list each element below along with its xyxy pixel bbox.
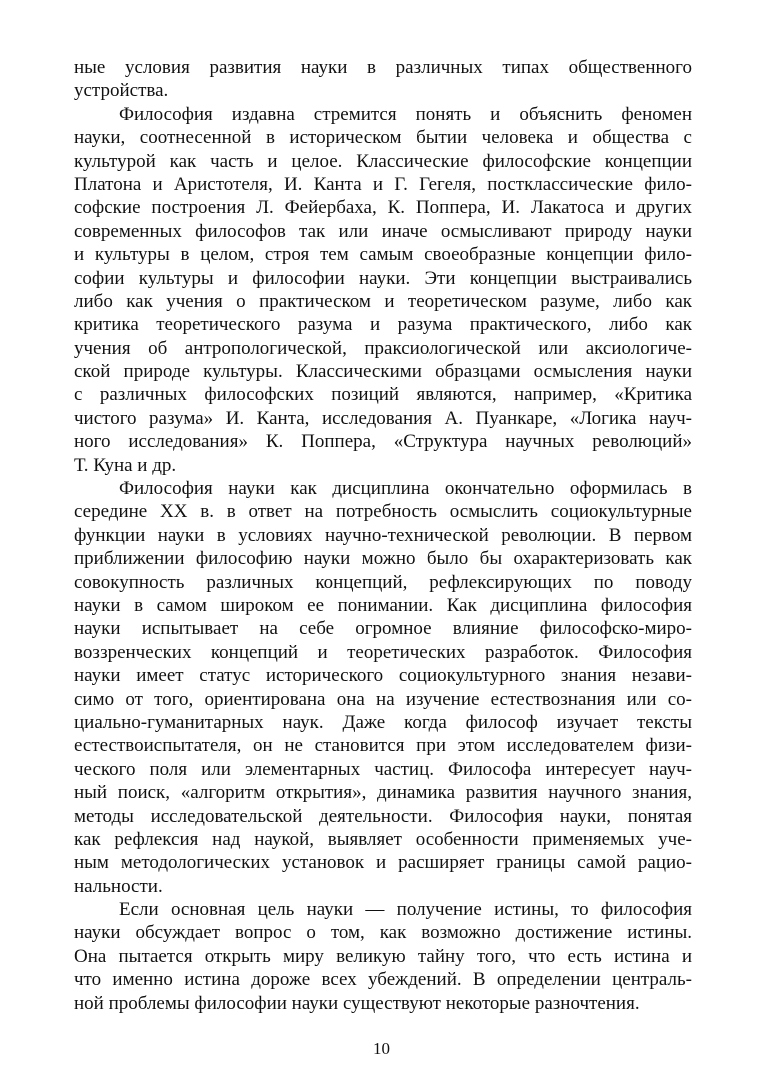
text-line: науки, соотнесенной в историческом бытии человека и общества с	[74, 127, 692, 149]
text-line: естествоиспытателя, он не становится при этом исследователем физи-	[74, 735, 692, 757]
text-line: культурой как часть и целое. Классические философские концепции	[74, 150, 692, 172]
text-line: Т. Куна и др.	[74, 454, 177, 476]
text-line: устройства.	[74, 80, 169, 102]
text-line: функции науки в условиях научно-технической революции. В первом	[74, 524, 692, 546]
text-line: методы исследовательской деятельности. Философия науки, понятая	[74, 805, 692, 827]
text-line: Платона и Аристотеля, И. Канта и Г. Гегеля, постклассические фило-	[74, 173, 692, 195]
text-line: совокупность различных концепций, рефлексирующих по поводу	[74, 571, 692, 593]
text-line: ные условия развития науки в различных типах общественного	[74, 57, 692, 78]
text-line: циально-гуманитарных наук. Даже когда философ изучает тексты	[74, 711, 692, 733]
text-line: ный поиск, «алгоритм открытия», динамика развития научного знания,	[74, 782, 692, 804]
text-line: середине XX в. в ответ на потребность осмыслить социокультурные	[74, 501, 692, 523]
text-line: симо от того, ориентирована она на изучение естествознания или со-	[74, 688, 692, 710]
text-line: науки обсуждает вопрос о том, как возможно достижение истины.	[74, 922, 692, 944]
text-line: софские построения Л. Фейербаха, К. Поппера, И. Лакатоса и других	[74, 197, 692, 219]
text-line: либо как учения о практическом и теоретическом разуме, либо как	[74, 290, 692, 312]
text-line: ным методологических установок и расширяет границы самой рацио-	[74, 852, 692, 874]
body-text	[74, 56, 692, 1015]
text-line: с различных философских позиций являются, например, «Критика	[74, 384, 692, 406]
text-line: чистого разума» И. Канта, исследования А. Пуанкаре, «Логика науч-	[74, 407, 692, 429]
text-line: современных философов так или иначе осмысливают природу науки	[74, 220, 692, 242]
text-line: Философия издавна стремится понять и объяснить феномен	[119, 103, 692, 125]
text-line: нальности.	[74, 875, 163, 897]
text-line: Она пытается открыть миру великую тайну того, что есть истина и	[74, 945, 692, 967]
text-line: приближении философию науки можно было бы охарактеризовать как	[74, 548, 692, 570]
text-line: софии культуры и философии науки. Эти концепции выстраивались	[74, 267, 692, 289]
text-line: науки в самом широком ее понимании. Как дисциплина философия	[74, 594, 692, 616]
text-line: как рефлексия над наукой, выявляет особенности применяемых уче-	[74, 828, 692, 850]
text-line: ного исследования» К. Поппера, «Структура научных революций»	[74, 431, 692, 453]
text-line: Если основная цель науки — получение истины, то философия	[119, 899, 692, 921]
text-line: учения об антропологической, праксиологической или аксиологиче-	[74, 337, 692, 359]
text-line: науки имеет статус исторического социокультурного знания незави-	[74, 665, 692, 687]
page-number: 10	[373, 1039, 390, 1058]
text-line: Философия науки как дисциплина окончательно оформилась в	[119, 478, 692, 500]
text-line: воззренческих концепций и теоретических разработок. Философия	[74, 641, 692, 663]
text-line: ской природе культуры. Классическими образцами осмысления науки	[74, 361, 692, 383]
text-line: ческого поля или элементарных частиц. Философа интересует науч-	[74, 758, 692, 780]
text-line: ной проблемы философии науки существуют некоторые разночтения.	[74, 992, 640, 1014]
text-line: и культуры в целом, строя тем самым своеобразные концепции фило-	[74, 244, 692, 266]
text-line: что именно истина дороже всех убеждений. В определении централь-	[74, 969, 692, 991]
text-line: критика теоретического разума и разума практического, либо как	[74, 314, 692, 336]
text-line: науки испытывает на себе огромное влияние философско-миро-	[74, 618, 692, 640]
